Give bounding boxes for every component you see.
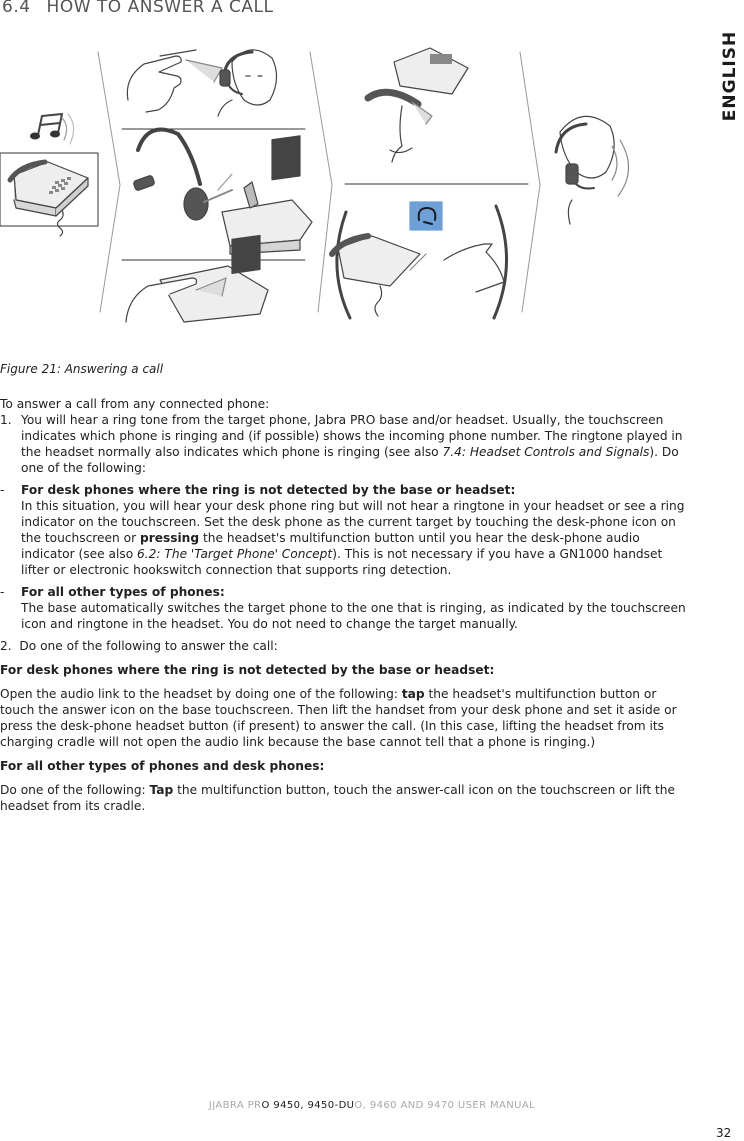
- section-desk-phones-text: Open the audio link to the headset by doing one of the following: tap the headset's multifunction button or touch the answer icon on the base touchscreen. Then lift the handset from your desk phone and set it aside or press the desk-phone headset button (if present) to answer the call. (In this case, lifting the headset from its charging cradle will not open the audio link because the base cannot tell that a phone is ringing.): [0, 687, 677, 749]
- figure-caption: Figure 21: Answering a call: [0, 362, 164, 376]
- instructions: [0, 396, 690, 814]
- cross-reference: 7.4: Headset Controls and Signals: [442, 445, 650, 459]
- section-heading: [2, 0, 273, 17]
- step-1: 1. You will hear a ring tone from the target phone, Jabra PRO base and/or headset. Usually, the touchscreen indicates which phone is ringing and (if possible) shows the incoming phone number. The ringtone played in the headset normally also indicates which phone is ringing (see also 7.4: Headset Controls and Signals). Do one of the following:: [0, 413, 683, 475]
- bullet-marker: -: [0, 483, 5, 497]
- ringing-desk-phone: [0, 153, 98, 236]
- section-desk-phones-title: For desk phones where the ring is not detected by the base or headset:: [0, 663, 495, 677]
- section-other-phones-title: For all other types of phones and desk phones:: [0, 759, 325, 773]
- page-number: 32: [716, 1126, 732, 1140]
- intro-text: To answer a call from any connected phone:: [0, 397, 270, 411]
- headset-and-base: [133, 130, 312, 254]
- step-2: 2. Do one of the following to answer the call:: [0, 639, 278, 653]
- bullet-title: For all other types of phones:: [21, 585, 225, 599]
- section-title: HOW TO ANSWER A CALL: [46, 0, 274, 17]
- hand-tap-touchscreen: [126, 235, 268, 322]
- step-marker: 2.: [0, 639, 12, 653]
- cross-reference: 6.2: The 'Target Phone' Concept: [137, 547, 333, 561]
- language-tab: ENGLISH: [720, 30, 740, 122]
- user-on-call: [556, 116, 629, 224]
- section-other-phones-text: Do one of the following: Tap the multifunction button, touch the answer-call icon on the touchscreen or lift the headset from its cradle.: [0, 783, 676, 813]
- answer-call-illustration: [0, 40, 660, 325]
- bullet-title: For desk phones where the ring is not detected by the base or headset:: [21, 483, 516, 497]
- step-marker: 1.: [0, 413, 12, 427]
- press-phone-headset-button: [332, 202, 507, 318]
- footer: JJABRA PRO 9450, 9450-DUO, 9460 AND 9470 USER MANUAL: [208, 1100, 536, 1111]
- bullet-marker: -: [0, 585, 5, 599]
- hand-tap-headset: [127, 50, 276, 116]
- music-note-icon: [30, 114, 74, 144]
- lift-handset: [368, 48, 468, 162]
- section-number: 6.4: [2, 0, 31, 17]
- bullet-desk-phones: - For desk phones where the ring is not detected by the base or headset: In this situation, you will hear your desk phone ring but will not hear a ringtone in your headset or see a ring indicator on the touchscreen. Set the desk phone as the current target by touching the desk-phone icon on the touchscreen or pressing the headset's multifunction button until you hear the desk-phone audio indicator (see also 6.2: The 'Target Phone' Concept). This is not necessary if you have a GN1000 handset lifter or electronic hookswitch connection that supports ring detection.: [0, 483, 685, 577]
- bullet-other-phones: - For all other types of phones: The base automatically switches the target phone to the one that is ringing, as indicated by the touchscreen icon and ringtone in the headset. You do not need to change the target manually.: [0, 585, 686, 631]
